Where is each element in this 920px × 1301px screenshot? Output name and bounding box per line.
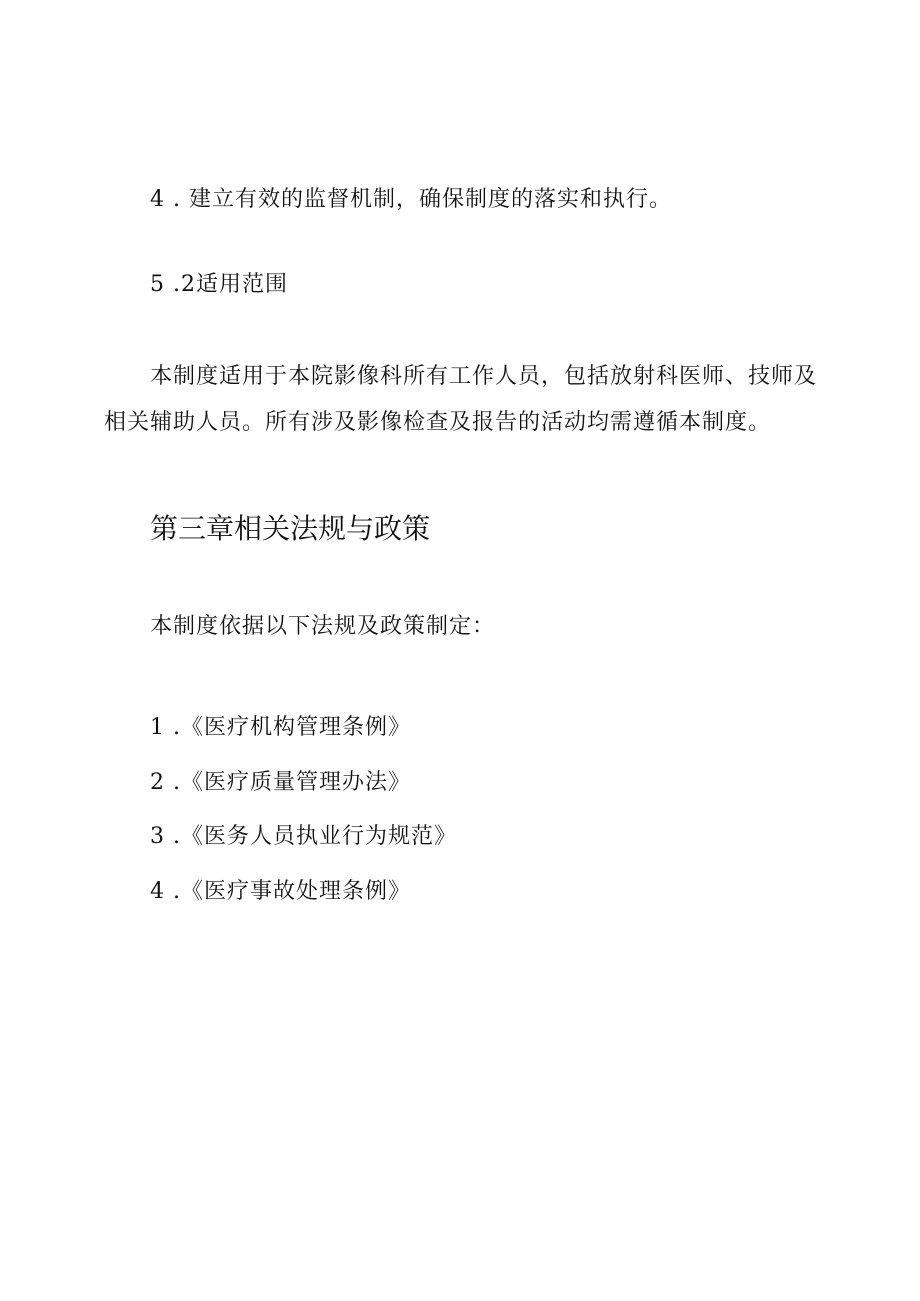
regulation-item: 1 .《医疗机构管理条例》 [150,715,411,740]
regulation-item: 3 .《医务人员执业行为规范》 [150,824,457,849]
list-item-supervision: 4 . 建立有效的监督机制，确保制度的落实和执行。 [150,187,672,212]
basis-intro: 本制度依据以下法规及政策制定： [150,614,496,639]
regulation-item: 4 .《医疗事故处理条例》 [150,879,411,904]
section-heading-scope: 5 .2适用范围 [150,272,288,297]
regulation-item: 2 .《医疗质量管理办法》 [150,770,411,795]
paragraph-line-2: 相关辅助人员。所有涉及影像检查及报告的活动均需遵循本制度。 [104,410,772,435]
chapter-title: 第三章相关法规与政策 [150,512,431,545]
paragraph-line-1: 本制度适用于本院影像科所有工作人员，包括放射科医师、技师及 [150,364,818,389]
